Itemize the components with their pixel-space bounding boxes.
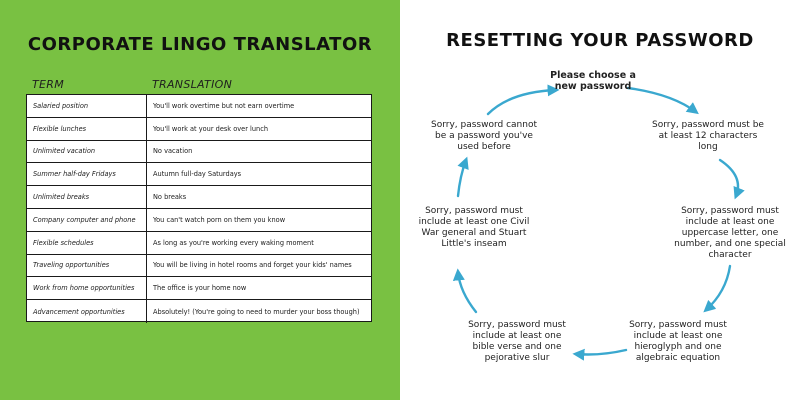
arrow-n6-to-start <box>488 90 556 114</box>
term-cell: Flexible lunches <box>27 118 147 140</box>
table-row <box>27 118 371 141</box>
cycle-arrows <box>400 0 800 400</box>
term-cell: Company computer and phone <box>27 209 147 231</box>
step-civil-war-requirement: Sorry, password must include at least one Civil War general and Stuart Little's inseam <box>418 206 530 249</box>
table-row <box>27 255 371 278</box>
translation-cell: You'll work at your desk over lunch <box>153 124 269 133</box>
term-cell: Unlimited vacation <box>27 141 147 163</box>
password-reset-panel <box>400 0 800 400</box>
table-row <box>27 209 371 232</box>
term-cell: Summer half-day Fridays <box>27 163 147 185</box>
table-row <box>27 300 371 323</box>
table-row <box>27 141 371 164</box>
column-header-term: TERM <box>32 78 65 91</box>
translation-cell: You can't watch porn on them you know <box>153 215 286 224</box>
table-row <box>27 186 371 209</box>
arrow-start-to-n1 <box>628 88 696 112</box>
translation-cell: You will be living in hotel rooms and forget your kids' names <box>153 261 352 270</box>
translation-table <box>26 94 372 322</box>
translation-cell: No breaks <box>153 193 187 202</box>
left-title: CORPORATE LINGO TRANSLATOR <box>27 34 373 55</box>
column-header-translation: TRANSLATION <box>152 78 233 91</box>
translation-cell: As long as you're working every waking moment <box>153 238 314 247</box>
term-cell: Flexible schedules <box>27 232 147 254</box>
arrow-n5-to-n6 <box>458 160 466 196</box>
term-cell: Salaried position <box>27 95 147 117</box>
step-hieroglyph-requirement: Sorry, password must include at least one hieroglyph and one algebraic equation <box>629 320 727 363</box>
translation-cell: You'll work overtime but not earn overtime <box>153 101 295 110</box>
translation-cell: No vacation <box>153 147 193 156</box>
table-row <box>27 277 371 300</box>
arrow-n1-to-n2 <box>720 160 738 196</box>
term-cell: Traveling opportunities <box>27 255 147 277</box>
table-row <box>27 95 371 118</box>
step-character-requirement: Sorry, password must include at least one uppercase letter, one number, and one special character <box>674 206 786 260</box>
step-length-requirement: Sorry, password must be at least 12 characters long <box>652 120 764 152</box>
step-start-choose-password: Please choose a new password <box>550 70 636 92</box>
right-title: RESETTING YOUR PASSWORD <box>446 30 754 51</box>
table-row <box>27 163 371 186</box>
arrow-n2-to-n3 <box>706 266 730 310</box>
step-reuse-restriction: Sorry, password cannot be a password you've used before <box>430 120 537 152</box>
term-cell: Advancement opportunities <box>27 300 147 323</box>
arrow-n4-to-n5 <box>458 272 476 312</box>
table-row <box>27 232 371 255</box>
translation-cell: Autumn full-day Saturdays <box>153 170 242 179</box>
translation-cell: Absolutely! (You're going to need to murder your boss though) <box>153 307 360 316</box>
translation-cell: The office is your home now <box>153 284 247 293</box>
term-cell: Work from home opportunities <box>27 277 147 299</box>
step-bible-verse-requirement: Sorry, password must include at least one bible verse and one pejorative slur <box>468 320 566 363</box>
term-cell: Unlimited breaks <box>27 186 147 208</box>
